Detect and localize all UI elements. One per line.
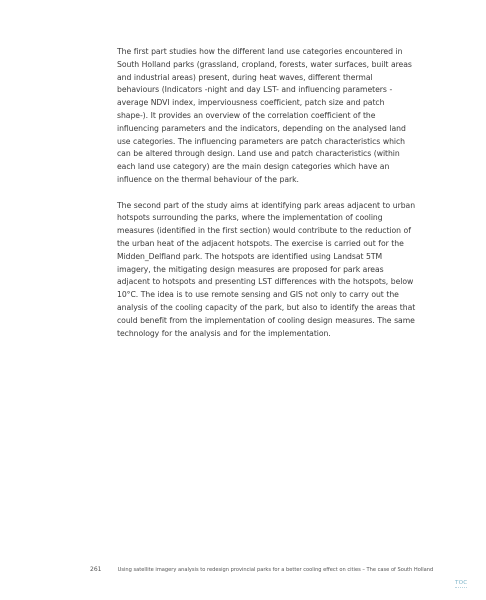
running-title: Using satellite imagery analysis to redesign provincial parks for a better cooling effect on cities – The case of South Holland: [117, 567, 434, 573]
page-number: 261: [90, 566, 102, 573]
page-footer: [90, 566, 460, 574]
main-text: [117, 46, 417, 340]
body-paragraph-2: The second part of the study aims at identifying park areas adjacent to urban hotspots surrounding the parks, where the implementation of cooling measures (identified in the first section) would contribute to the reduction of the urban heat of the adjacent hotspots. The exercise is carried out for the Midden_Delfland park. The hotspots are identified using Landsat 5TM imagery, the mitigating design measures are proposed for park areas adjacent to hotspots and presenting LST differences with the hotspots, below 10°C. The idea is to use remote sensing and GIS not only to carry out the analysis of the cooling capacity of the park, but also to identify the areas that could benefit from the implementation of cooling design measures. The same technology for the analysis and for the implementation.: [117, 200, 416, 338]
body-paragraph-1: The first part studies how the different land use categories encountered in South Holland parks (grassland, cropland, forests, water surfaces, built areas and industrial areas) present, during heat waves, different thermal behaviours (Indicators -night and day LST- and influencing parameters -average NDVI index, imperviousness coefficient, patch size and patch shape-). It provides an overview of the correlation coefficient of the influencing parameters and the indicators, depending on the analysed land use categories. The influencing parameters are patch characteristics which can be altered through design. Land use and patch characteristics (within each land use category) are the main design categories which have an influence on the thermal behaviour of the park.: [117, 47, 412, 184]
toc-link[interactable]: TOC: [455, 580, 468, 586]
toc-underline: [455, 587, 467, 588]
